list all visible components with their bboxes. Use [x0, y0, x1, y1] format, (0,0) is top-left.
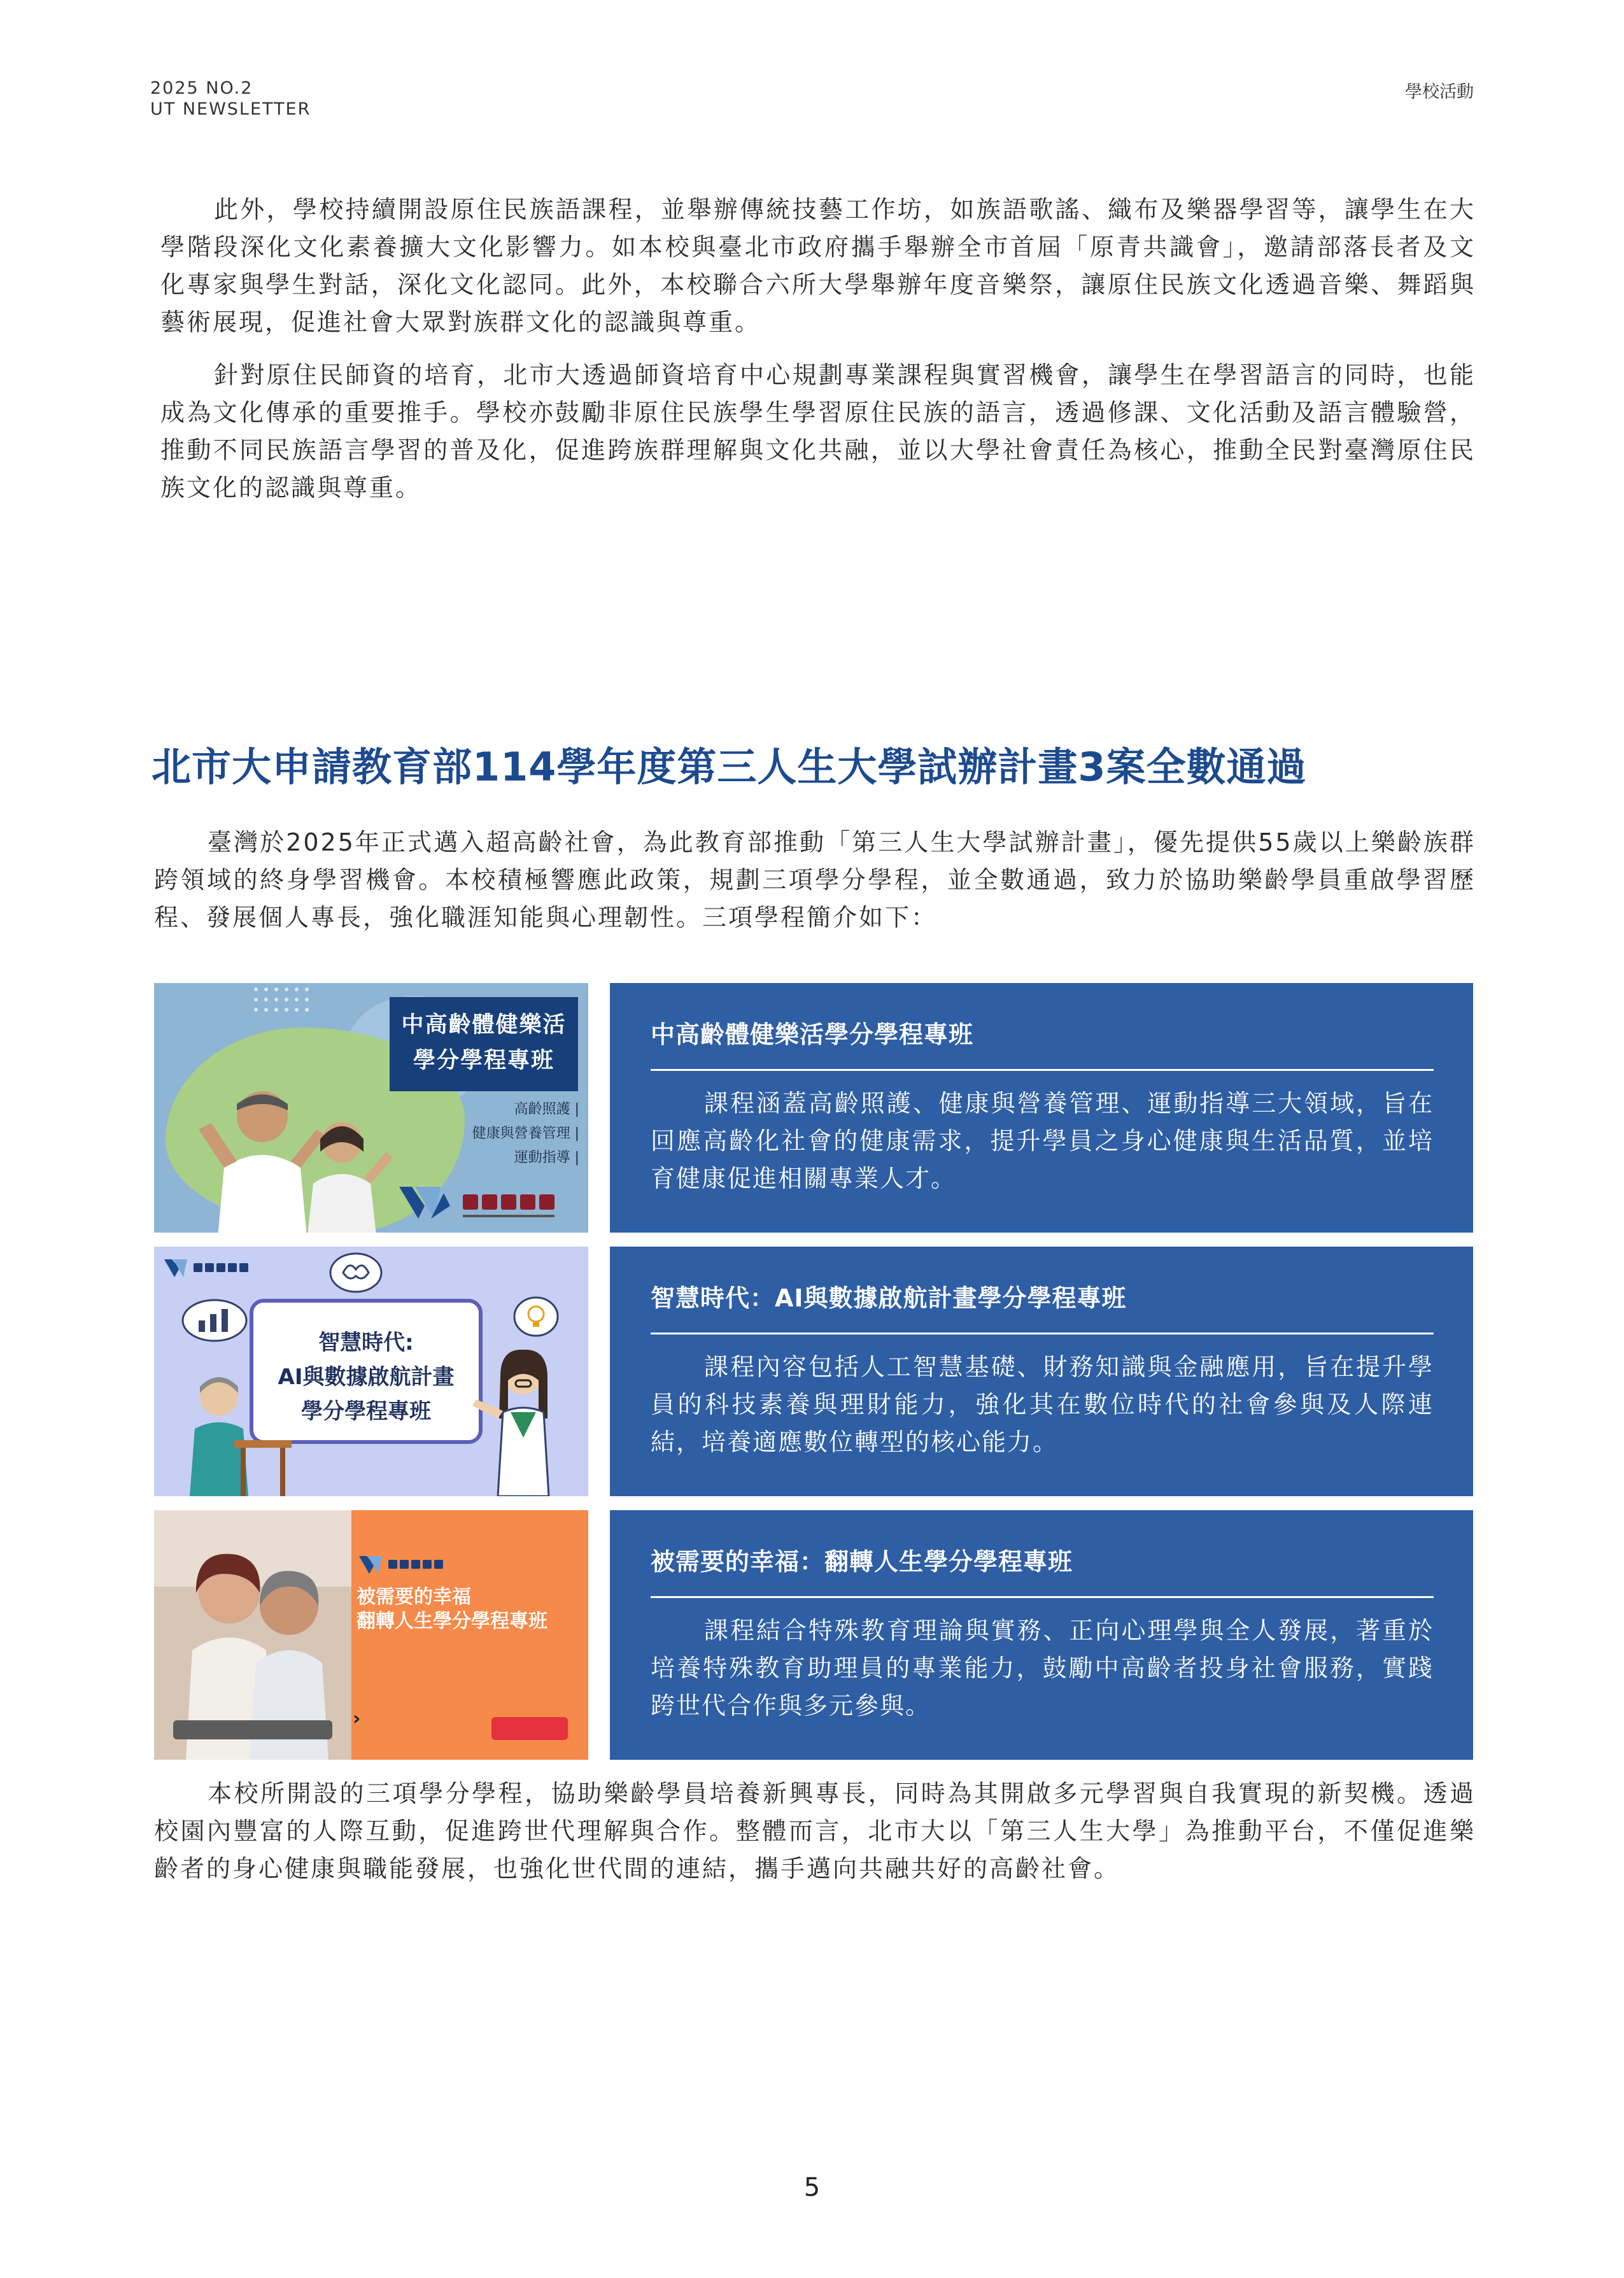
university-logo [396, 1180, 581, 1225]
program-1-poster [154, 983, 588, 1233]
chart-bubble-icon [180, 1296, 250, 1347]
program-row-1 [154, 983, 1473, 1233]
program-3-card [610, 1510, 1473, 1760]
closing-paragraph: 本校所開設的三項學分學程，協助樂齡學員培養新興專長，同時為其開啟多元學習與自我實現的新契機。透過校園內豐富的人際互動，促進跨世代理解與合作。整體而言，北市大以「第三人生大學」為推動平台，不僅促進樂齡者的身心健康與職能發展，也強化世代間的連結，攜手邁向共融共好的高齡社會。 [154, 1779, 1476, 1883]
page-number: 5 [803, 2173, 821, 2202]
red-button-shape [491, 1717, 568, 1740]
program-1-card [610, 983, 1473, 1233]
program-2-card [610, 1247, 1473, 1496]
teacher-illustration [472, 1342, 574, 1496]
program-2-poster [154, 1247, 588, 1496]
school-logo-small [162, 1256, 264, 1281]
poster-topic-list: 高齡照護 | 健康與營養管理 | 運動指導 | [472, 1101, 579, 1166]
poster-heading: 中高齡體健樂活 學分學程專班 [390, 997, 578, 1091]
issue-number: 2025 NO.2 [150, 78, 253, 98]
program-1-description: 課程涵蓋高齡照護、健康與營養管理、運動指導三大領域，旨在回應高齡化社會的健康需求，提升學員之身心健康與生活品質，並培育健康促進相關專業人才。 [651, 1089, 1434, 1192]
program-3-title: 被需要的幸福：翻轉人生學分學程專班 [651, 1548, 1073, 1576]
program-2-description: 課程內容包括人工智慧基礎、財務知識與金融應用，旨在提升學員的科技素養與理財能力，強化其在數位時代的社會參與及人際連結，培養適應數位轉型的核心能力。 [651, 1353, 1434, 1456]
intro-paragraph-2: 針對原住民師資的培育，北市大透過師資培育中心規劃專業課程與實習機會，讓學生在學習語言的同時，也能成為文化傳承的重要推手。學校亦鼓勵非原住民族學生學習原住民族的語言，透過修課、文化活動及語言體驗營，推動不同民族語言學習的普及化，促進跨族群理解與文化共融，並以大學社會責任為核心，推動全民對臺灣原住民族文化的認識與尊重。 [160, 361, 1476, 502]
elderly-woman-illustration [291, 1107, 393, 1233]
student-at-desk-illustration [164, 1371, 292, 1496]
poster-heading: 被需要的幸福 翻轉人生學分學程專班 [357, 1586, 547, 1632]
program-row-3 [154, 1510, 1473, 1760]
program-3-poster [154, 1510, 588, 1760]
seniors-photo [154, 1510, 351, 1760]
section-label: 學校活動 [1405, 82, 1474, 102]
chevron-right-icon: › [353, 1708, 361, 1730]
program-1-title: 中高齡體健樂活學分學程專班 [651, 1021, 974, 1049]
poster-heading: 智慧時代: AI與數據啟航計畫 學分學程專班 [250, 1299, 483, 1444]
newsletter-masthead [150, 78, 311, 120]
article-title: 北市大申請教育部114學年度第三人生大學試辦計畫3案全數通過 [152, 744, 1307, 790]
article-closing [154, 1775, 1476, 1888]
intro-text [160, 191, 1476, 507]
article-lead [154, 824, 1476, 937]
lead-paragraph: 臺灣於2025年正式邁入超高齡社會，為此教育部推動「第三人生大學試辦計畫」，優先提供55歲以上樂齡族群跨領域的終身學習機會。本校積極響應此政策，規劃三項學分學程，並全數通過，致力於協助樂齡學員重啟學習歷程、發展個人專長，強化職涯知能與心理韌性。三項學程簡介如下： [154, 828, 1476, 931]
program-3-description: 課程結合特殊教育理論與實務、正向心理學與全人發展，著重於培養特殊教育助理員的專業能力，鼓勵中高齡者投身社會服務，實踐跨世代合作與多元參與。 [651, 1617, 1434, 1720]
intro-paragraph-1: 此外，學校持續開設原住民族語課程，並舉辦傳統技藝工作坊，如族語歌謠、織布及樂器學習等，讓學生在大學階段深化文化素養擴大文化影響力。如本校與臺北市政府攜手舉辦全市首屆「原青共識會」，邀請部落長者及文化專家與學生對話，深化文化認同。此外，本校聯合六所大學舉辦年度音樂祭，讓原住民族文化透過音樂、舞蹈與藝術展現，促進社會大眾對族群文化的認識與尊重。 [160, 195, 1476, 336]
program-2-title: 智慧時代：AI與數據啟航計畫學分學程專班 [651, 1284, 1127, 1312]
brain-icon [327, 1250, 385, 1295]
divider [651, 1333, 1434, 1334]
newsletter-name: UT NEWSLETTER [150, 99, 311, 119]
lightbulb-icon [511, 1291, 561, 1342]
school-logo-small [357, 1552, 458, 1578]
divider [651, 1069, 1434, 1071]
divider [651, 1596, 1434, 1598]
program-row-2 [154, 1247, 1473, 1496]
dots-pattern [250, 983, 345, 1028]
